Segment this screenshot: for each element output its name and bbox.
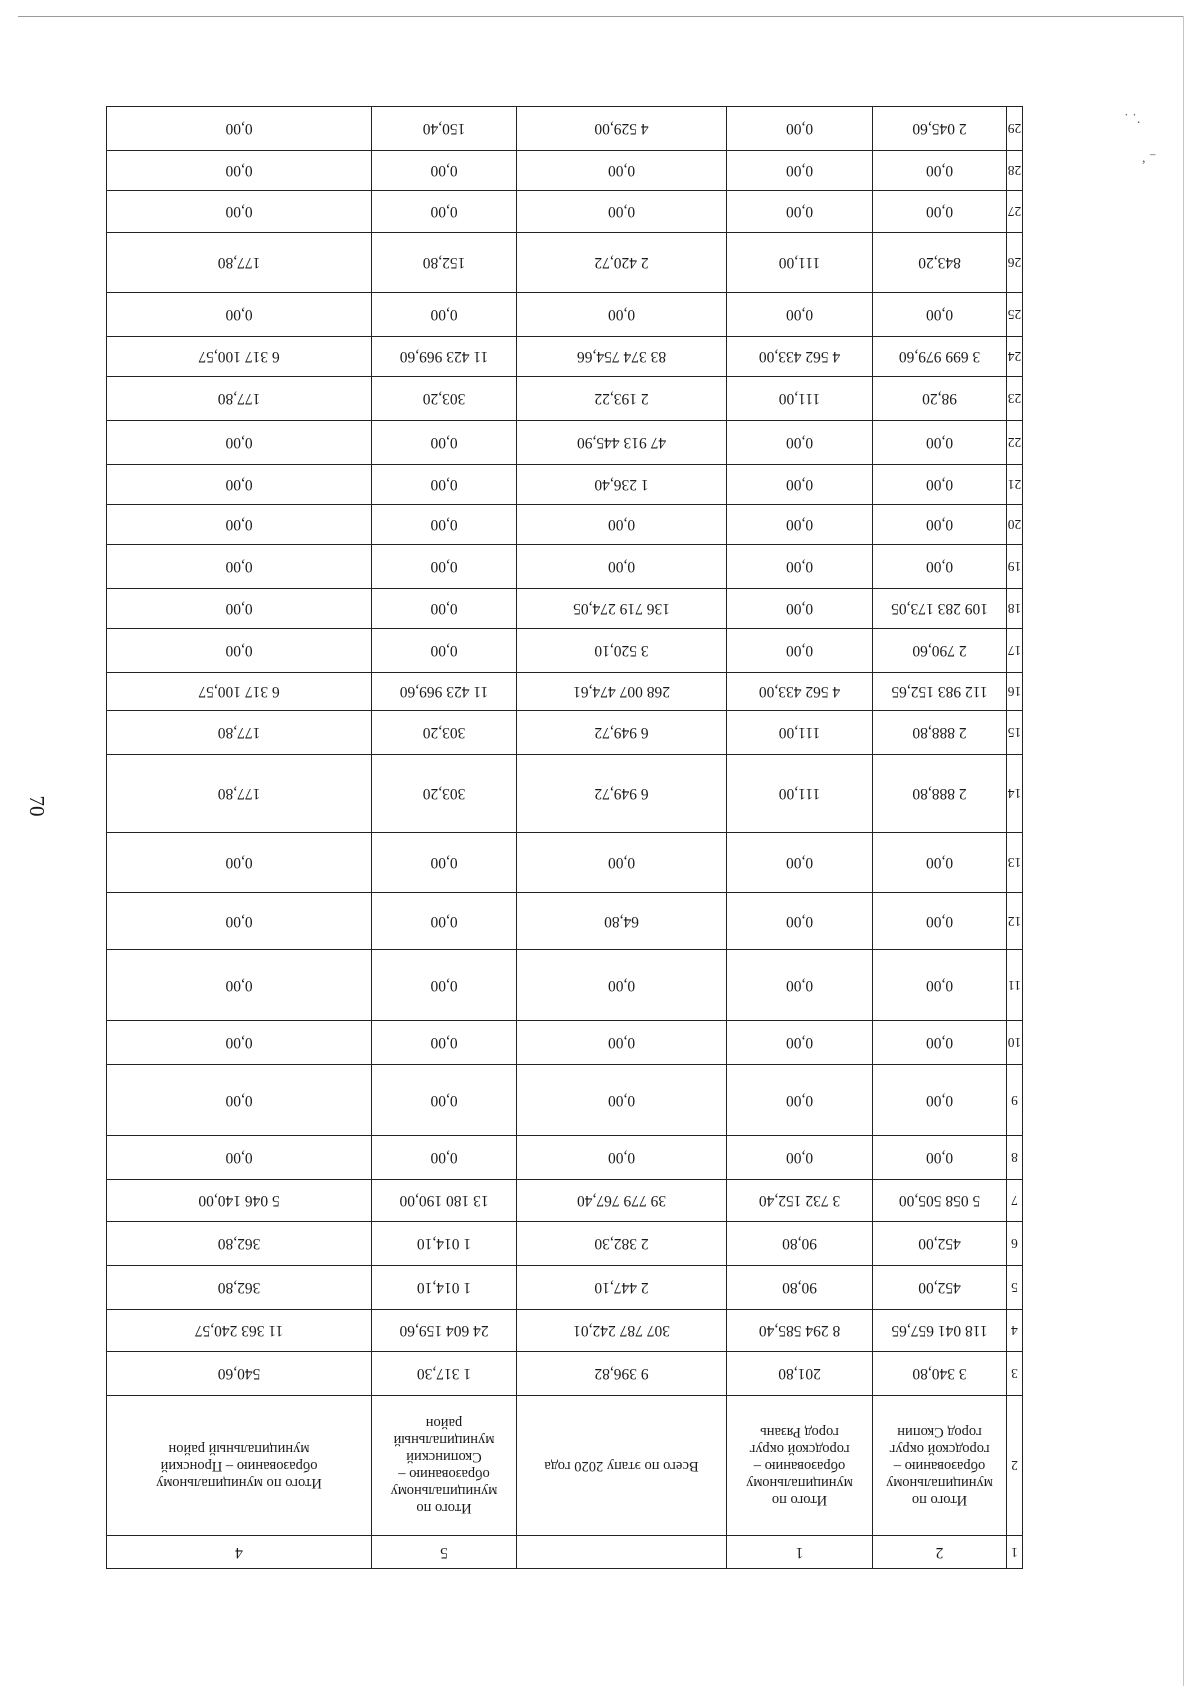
value-cell: 3 699 979,60 bbox=[873, 337, 1007, 377]
row-label-cell: Всего по этапу 2020 года bbox=[517, 1396, 727, 1536]
table-row bbox=[107, 377, 1023, 421]
table-row bbox=[107, 1536, 1023, 1569]
value-cell: 0,00 bbox=[107, 293, 372, 337]
table-row bbox=[107, 293, 1023, 337]
value-cell: 0,00 bbox=[873, 1065, 1007, 1136]
scan-top-edge bbox=[18, 16, 1183, 17]
value-cell: 111,00 bbox=[727, 711, 873, 755]
value-cell: 0,00 bbox=[873, 465, 1007, 505]
table-row bbox=[107, 505, 1023, 545]
table-row bbox=[107, 151, 1023, 191]
value-cell: 6 949,72 bbox=[517, 755, 727, 833]
value-cell: 177,80 bbox=[107, 755, 372, 833]
table-row bbox=[107, 545, 1023, 589]
rotated-document bbox=[107, 47, 1023, 1569]
value-cell: 4 529,00 bbox=[517, 107, 727, 151]
table-body bbox=[107, 107, 1023, 1569]
table-row bbox=[107, 1180, 1023, 1222]
value-cell: 1 014,10 bbox=[372, 1222, 517, 1266]
value-cell: 0,00 bbox=[372, 833, 517, 893]
column-number-cell: 24 bbox=[1007, 337, 1023, 377]
column-number-cell: 21 bbox=[1007, 465, 1023, 505]
column-number-cell: 10 bbox=[1007, 1021, 1023, 1065]
value-cell: 0,00 bbox=[727, 191, 873, 233]
value-cell: 843,20 bbox=[873, 233, 1007, 293]
column-number-cell: 19 bbox=[1007, 545, 1023, 589]
row-number-cell: 5 bbox=[372, 1536, 517, 1569]
table-row bbox=[107, 191, 1023, 233]
table-row bbox=[107, 755, 1023, 833]
table-row bbox=[107, 107, 1023, 151]
value-cell: 0,00 bbox=[727, 629, 873, 673]
value-cell: 0,00 bbox=[107, 421, 372, 465]
value-cell: 0,00 bbox=[727, 107, 873, 151]
value-cell: 0,00 bbox=[727, 1021, 873, 1065]
value-cell: 8 294 585,40 bbox=[727, 1310, 873, 1352]
value-cell: 0,00 bbox=[873, 151, 1007, 191]
value-cell: 0,00 bbox=[107, 1065, 372, 1136]
value-cell: 136 719 274,05 bbox=[517, 589, 727, 629]
value-cell: 2 420,72 bbox=[517, 233, 727, 293]
value-cell: 0,00 bbox=[873, 421, 1007, 465]
value-cell: 112 983 152,65 bbox=[873, 673, 1007, 711]
value-cell: 2 193,22 bbox=[517, 377, 727, 421]
value-cell: 303,20 bbox=[372, 711, 517, 755]
value-cell: 0,00 bbox=[107, 950, 372, 1021]
column-number-cell: 1 bbox=[1007, 1536, 1023, 1569]
value-cell: 3 340,80 bbox=[873, 1352, 1007, 1396]
value-cell: 109 283 173,05 bbox=[873, 589, 1007, 629]
value-cell: 0,00 bbox=[372, 893, 517, 950]
value-cell: 0,00 bbox=[727, 589, 873, 629]
value-cell: 0,00 bbox=[873, 191, 1007, 233]
value-cell: 0,00 bbox=[107, 1021, 372, 1065]
table-row bbox=[107, 1136, 1023, 1180]
table-row bbox=[107, 1352, 1023, 1396]
column-number-cell: 14 bbox=[1007, 755, 1023, 833]
value-cell: 0,00 bbox=[372, 293, 517, 337]
value-cell: 118 041 657,65 bbox=[873, 1310, 1007, 1352]
table-row bbox=[107, 1065, 1023, 1136]
column-number-cell: 7 bbox=[1007, 1180, 1023, 1222]
value-cell: 11 423 969,60 bbox=[372, 337, 517, 377]
column-number-cell: 4 bbox=[1007, 1310, 1023, 1352]
table-row bbox=[107, 421, 1023, 465]
value-cell: 2 045,60 bbox=[873, 107, 1007, 151]
value-cell: 0,00 bbox=[107, 589, 372, 629]
value-cell: 111,00 bbox=[727, 233, 873, 293]
value-cell: 6 317 100,57 bbox=[107, 337, 372, 377]
table-row bbox=[107, 337, 1023, 377]
table-row bbox=[107, 950, 1023, 1021]
value-cell: 0,00 bbox=[727, 421, 873, 465]
value-cell: 5 046 140,00 bbox=[107, 1180, 372, 1222]
value-cell: 177,80 bbox=[107, 377, 372, 421]
value-cell: 6 317 100,57 bbox=[107, 673, 372, 711]
value-cell: 0,00 bbox=[517, 293, 727, 337]
column-number-cell: 15 bbox=[1007, 711, 1023, 755]
value-cell: 83 374 754,66 bbox=[517, 337, 727, 377]
value-cell: 2 888,80 bbox=[873, 711, 1007, 755]
column-number-cell: 29 bbox=[1007, 107, 1023, 151]
column-number-cell: 5 bbox=[1007, 1266, 1023, 1310]
column-number-cell: 9 bbox=[1007, 1065, 1023, 1136]
value-cell: 303,20 bbox=[372, 755, 517, 833]
value-cell: 0,00 bbox=[107, 505, 372, 545]
value-cell: 4 562 433,00 bbox=[727, 673, 873, 711]
table-row bbox=[107, 1222, 1023, 1266]
value-cell: 362,80 bbox=[107, 1222, 372, 1266]
value-cell: 4 562 433,00 bbox=[727, 337, 873, 377]
value-cell: 0,00 bbox=[517, 191, 727, 233]
column-number-cell: 26 bbox=[1007, 233, 1023, 293]
value-cell: 39 779 767,40 bbox=[517, 1180, 727, 1222]
value-cell: 268 007 474,61 bbox=[517, 673, 727, 711]
value-cell: 0,00 bbox=[517, 833, 727, 893]
value-cell: 0,00 bbox=[727, 545, 873, 589]
value-cell: 0,00 bbox=[727, 950, 873, 1021]
column-number-cell: 27 bbox=[1007, 191, 1023, 233]
value-cell: 452,00 bbox=[873, 1222, 1007, 1266]
row-number-cell bbox=[517, 1536, 727, 1569]
value-cell: 152,80 bbox=[372, 233, 517, 293]
row-label-cell: Итого по муниципальному образованию – городской округ город Скопин bbox=[873, 1396, 1007, 1536]
value-cell: 64,80 bbox=[517, 893, 727, 950]
table-row bbox=[107, 465, 1023, 505]
value-cell: 9 396,82 bbox=[517, 1352, 727, 1396]
value-cell: 0,00 bbox=[517, 1136, 727, 1180]
value-cell: 98,20 bbox=[873, 377, 1007, 421]
value-cell: 177,80 bbox=[107, 233, 372, 293]
value-cell: 0,00 bbox=[727, 893, 873, 950]
value-cell: 307 787 242,01 bbox=[517, 1310, 727, 1352]
column-number-cell: 3 bbox=[1007, 1352, 1023, 1396]
value-cell: 201,80 bbox=[727, 1352, 873, 1396]
value-cell: 0,00 bbox=[107, 107, 372, 151]
column-number-cell: 8 bbox=[1007, 1136, 1023, 1180]
value-cell: 0,00 bbox=[727, 465, 873, 505]
scan-right-edge bbox=[1183, 16, 1184, 1686]
value-cell: 303,20 bbox=[372, 377, 517, 421]
column-number-cell: 18 bbox=[1007, 589, 1023, 629]
value-cell: 0,00 bbox=[107, 893, 372, 950]
value-cell: 0,00 bbox=[727, 293, 873, 337]
value-cell: 90,80 bbox=[727, 1222, 873, 1266]
column-number-cell: 17 bbox=[1007, 629, 1023, 673]
value-cell: 11 423 969,60 bbox=[372, 673, 517, 711]
value-cell: 0,00 bbox=[372, 629, 517, 673]
value-cell: 452,00 bbox=[873, 1266, 1007, 1310]
row-number-cell: 2 bbox=[873, 1536, 1007, 1569]
row-number-cell: 1 bbox=[727, 1536, 873, 1569]
value-cell: 0,00 bbox=[873, 893, 1007, 950]
value-cell: 0,00 bbox=[727, 505, 873, 545]
row-label-cell: Итого по муниципальному образованию – Пронский муниципальный район bbox=[107, 1396, 372, 1536]
page-number: 70 bbox=[25, 795, 49, 817]
value-cell: 0,00 bbox=[727, 833, 873, 893]
row-label-cell: Итого по муниципальному образованию – Скопинский муниципальный район bbox=[372, 1396, 517, 1536]
value-cell: 0,00 bbox=[873, 293, 1007, 337]
value-cell: 47 913 445,90 bbox=[517, 421, 727, 465]
value-cell: 0,00 bbox=[517, 151, 727, 191]
column-number-cell: 20 bbox=[1007, 505, 1023, 545]
row-label-cell: Итого по муниципальному образованию – городской округ город Рязань bbox=[727, 1396, 873, 1536]
value-cell: 0,00 bbox=[107, 833, 372, 893]
value-cell: 0,00 bbox=[873, 505, 1007, 545]
value-cell: 0,00 bbox=[372, 1136, 517, 1180]
value-cell: 0,00 bbox=[107, 629, 372, 673]
value-cell: 0,00 bbox=[372, 1065, 517, 1136]
value-cell: 0,00 bbox=[372, 191, 517, 233]
value-cell: 0,00 bbox=[727, 1136, 873, 1180]
column-number-cell: 2 bbox=[1007, 1396, 1023, 1536]
value-cell: 0,00 bbox=[727, 151, 873, 191]
value-cell: 1 014,10 bbox=[372, 1266, 517, 1310]
column-number-cell: 6 bbox=[1007, 1222, 1023, 1266]
scan-speck: ˙ ˙. bbox=[1124, 112, 1141, 127]
column-number-cell: 13 bbox=[1007, 833, 1023, 893]
value-cell: 0,00 bbox=[517, 950, 727, 1021]
value-cell: 0,00 bbox=[107, 191, 372, 233]
table-row bbox=[107, 589, 1023, 629]
table-row bbox=[107, 233, 1023, 293]
value-cell: 5 058 505,00 bbox=[873, 1180, 1007, 1222]
value-cell: 0,00 bbox=[873, 1021, 1007, 1065]
table-row bbox=[107, 833, 1023, 893]
value-cell: 0,00 bbox=[372, 545, 517, 589]
value-cell: 0,00 bbox=[372, 950, 517, 1021]
table-row bbox=[107, 1310, 1023, 1352]
value-cell: 0,00 bbox=[517, 505, 727, 545]
value-cell: 1 236,40 bbox=[517, 465, 727, 505]
table-row bbox=[107, 629, 1023, 673]
value-cell: 0,00 bbox=[372, 1021, 517, 1065]
column-number-cell: 11 bbox=[1007, 950, 1023, 1021]
value-cell: 0,00 bbox=[372, 589, 517, 629]
table-row bbox=[107, 673, 1023, 711]
value-cell: 177,80 bbox=[107, 711, 372, 755]
value-cell: 2 447,10 bbox=[517, 1266, 727, 1310]
value-cell: 1 317,30 bbox=[372, 1352, 517, 1396]
value-cell: 0,00 bbox=[873, 545, 1007, 589]
value-cell: 2 888,80 bbox=[873, 755, 1007, 833]
value-cell: 90,80 bbox=[727, 1266, 873, 1310]
value-cell: 0,00 bbox=[873, 950, 1007, 1021]
value-cell: 0,00 bbox=[727, 1065, 873, 1136]
value-cell: 3 520,10 bbox=[517, 629, 727, 673]
table-row bbox=[107, 711, 1023, 755]
table-row bbox=[107, 893, 1023, 950]
value-cell: 0,00 bbox=[372, 421, 517, 465]
table-row bbox=[107, 1021, 1023, 1065]
column-number-cell: 28 bbox=[1007, 151, 1023, 191]
column-number-cell: 16 bbox=[1007, 673, 1023, 711]
value-cell: 0,00 bbox=[873, 1136, 1007, 1180]
value-cell: 0,00 bbox=[107, 545, 372, 589]
value-cell: 2 382,30 bbox=[517, 1222, 727, 1266]
value-cell: 0,00 bbox=[517, 1021, 727, 1065]
column-number-cell: 23 bbox=[1007, 377, 1023, 421]
value-cell: 6 949,72 bbox=[517, 711, 727, 755]
value-cell: 13 180 190,00 bbox=[372, 1180, 517, 1222]
value-cell: 11 363 240,57 bbox=[107, 1310, 372, 1352]
value-cell: 0,00 bbox=[107, 465, 372, 505]
value-cell: 111,00 bbox=[727, 755, 873, 833]
value-cell: 2 790,60 bbox=[873, 629, 1007, 673]
value-cell: 24 604 159,60 bbox=[372, 1310, 517, 1352]
table-row bbox=[107, 1266, 1023, 1310]
value-cell: 0,00 bbox=[517, 545, 727, 589]
scan-speck: , ⁻ bbox=[1142, 151, 1157, 166]
column-number-cell: 22 bbox=[1007, 421, 1023, 465]
value-cell: 3 732 152,40 bbox=[727, 1180, 873, 1222]
value-cell: 0,00 bbox=[372, 465, 517, 505]
row-number-cell: 4 bbox=[107, 1536, 372, 1569]
column-number-cell: 12 bbox=[1007, 893, 1023, 950]
value-cell: 0,00 bbox=[107, 151, 372, 191]
column-number-cell: 25 bbox=[1007, 293, 1023, 337]
value-cell: 362,80 bbox=[107, 1266, 372, 1310]
value-cell: 0,00 bbox=[372, 151, 517, 191]
value-cell: 150,40 bbox=[372, 107, 517, 151]
value-cell: 0,00 bbox=[372, 505, 517, 545]
value-cell: 540,60 bbox=[107, 1352, 372, 1396]
value-cell: 0,00 bbox=[873, 833, 1007, 893]
data-table bbox=[106, 106, 1023, 1569]
table-row bbox=[107, 1396, 1023, 1536]
value-cell: 0,00 bbox=[107, 1136, 372, 1180]
value-cell: 111,00 bbox=[727, 377, 873, 421]
value-cell: 0,00 bbox=[517, 1065, 727, 1136]
